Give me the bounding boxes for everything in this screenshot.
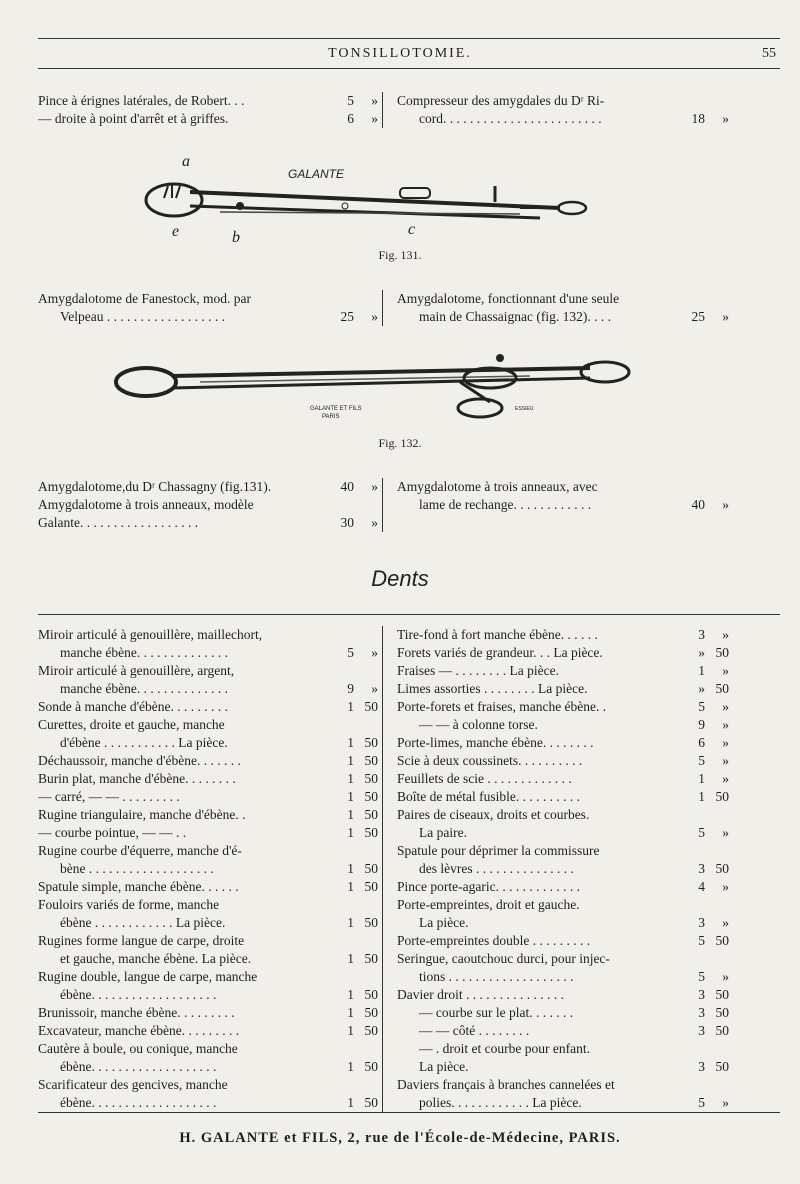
figure-letter: e <box>172 223 180 240</box>
price-row: Amygdalotome à trois anneaux, modèle <box>38 497 254 512</box>
price-row: Spatule simple, manche ébène. . . . . . 1 50 <box>38 879 378 894</box>
price-row: Déchaussoir, manche d'ébène. . . . . . . 1 50 <box>38 753 378 768</box>
price-row: manche ébène. . . . . . . . . . . . . . 5 » <box>60 645 378 660</box>
price-row: Brunissoir, manche ébène. . . . . . . . . 1 50 <box>38 1005 378 1020</box>
price-row: Rugine triangulaire, manche d'ébène. . 1 50 <box>38 807 378 822</box>
price-row: Miroir articulé à genouillère, argent, <box>38 663 235 678</box>
header-rule <box>38 68 780 69</box>
price-row: Tire-fond à fort manche ébène. . . . . . 3 » <box>397 627 729 642</box>
price-row: Scie à deux coussinets. . . . . . . . . . 5 » <box>397 753 729 768</box>
middle-block-right <box>382 290 729 326</box>
price-row: d'ébène . . . . . . . . . . . La pièce. 1 50 <box>60 735 378 750</box>
section-rule <box>38 614 780 615</box>
price-row: Curettes, droite et gauche, manche <box>38 717 225 732</box>
price-row: Amygdalotome à trois anneaux, avec <box>397 479 598 494</box>
price-row: — droite à point d'arrêt et à griffes. 6 » <box>38 111 378 126</box>
price-row: Miroir articulé à genouillère, maillechort, <box>38 627 263 642</box>
dents-block <box>38 626 729 1112</box>
footer-address: H. GALANTE et FILS, 2, rue de l'École-de-Médecine, PARIS. <box>179 1130 621 1146</box>
price-row: — — côté . . . . . . . . 3 50 <box>419 1023 729 1038</box>
price-row: — carré, — — . . . . . . . . . 1 50 <box>38 789 378 804</box>
price-row: ébène. . . . . . . . . . . . . . . . . . . 1 50 <box>60 1095 378 1110</box>
lower-block-right <box>382 478 729 532</box>
price-row: ébène . . . . . . . . . . . . La pièce. 1 50 <box>60 915 378 930</box>
price-row: et gauche, manche ébène. La pièce. 1 50 <box>60 951 378 966</box>
price-row: Limes assorties . . . . . . . . La pièce. » 50 <box>397 681 729 696</box>
middle-block <box>38 290 729 326</box>
price-row: Rugine double, langue de carpe, manche <box>38 969 258 984</box>
price-row: Fraises — . . . . . . . . La pièce. 1 » <box>397 663 729 678</box>
price-row: Compresseur des amygdales du Dʳ Ri- <box>397 93 605 108</box>
engraved-city-label: PARIS <box>322 414 340 420</box>
middle-block-left <box>38 290 382 326</box>
price-row: La pièce. 3 » <box>419 915 729 930</box>
price-row: Porte-empreintes double . . . . . . . . . 5 50 <box>397 933 729 948</box>
price-row: — . droit et courbe pour enfant. <box>419 1041 590 1056</box>
price-row: ébène. . . . . . . . . . . . . . . . . . . 1 50 <box>60 1059 378 1074</box>
price-row: Burin plat, manche d'ébène. . . . . . . . 1 50 <box>38 771 378 786</box>
price-row: La paire. 5 » <box>419 825 729 840</box>
price-row: Amygdalotome de Fanestock, mod. par <box>38 291 251 306</box>
price-row: Rugine courbe d'équerre, manche d'é- <box>38 843 242 858</box>
price-row: — courbe pointue, — — . . 1 50 <box>38 825 378 840</box>
price-row: Amygdalotome,du Dʳ Chassagny (fig.131). 40 » <box>38 479 378 494</box>
price-row: Scarificateur des gencives, manche <box>38 1077 228 1092</box>
figure-letter: a <box>182 153 190 170</box>
price-row: Seringue, caoutchouc durci, pour injec- <box>397 951 610 966</box>
price-row: — courbe sur le plat. . . . . . . 3 50 <box>419 1005 729 1020</box>
price-row: Boîte de métal fusible. . . . . . . . . . 1 50 <box>397 789 729 804</box>
price-row: Paires de ciseaux, droits et courbes. <box>397 807 590 822</box>
figure-132 <box>110 350 640 434</box>
price-row: Porte-empreintes, droit et gauche. <box>397 897 580 912</box>
page-number: 55 <box>762 46 776 61</box>
price-row: Spatule pour déprimer la commissure <box>397 843 600 858</box>
price-row: des lèvres . . . . . . . . . . . . . . . 3 50 <box>419 861 729 876</box>
price-row: Davier droit . . . . . . . . . . . . . . . 3 50 <box>397 987 729 1002</box>
dents-left-column <box>38 626 382 1112</box>
figure-132-caption: Fig. 132. <box>378 436 422 450</box>
price-row: lame de rechange. . . . . . . . . . . . 40 » <box>419 497 729 512</box>
price-row: — — à colonne torse. 9 » <box>419 717 729 732</box>
price-row: Feuillets de scie . . . . . . . . . . . . . 1 » <box>397 771 729 786</box>
price-row: cord. . . . . . . . . . . . . . . . . . . . . . . . 18 » <box>419 111 729 126</box>
section-title-dents: Dents <box>371 566 429 591</box>
price-row: Daviers français à branches cannelées et <box>397 1077 615 1092</box>
lower-block-left <box>38 478 382 532</box>
figure-letter: b <box>232 229 240 246</box>
price-row: polies. . . . . . . . . . . . La pièce. 5 » <box>419 1095 729 1110</box>
price-row: main de Chassaignac (fig. 132). . . . 25 » <box>419 309 729 324</box>
price-row: Pince à érignes latérales, de Robert. . . 5 » <box>38 93 378 108</box>
figure-131-caption: Fig. 131. <box>378 248 422 262</box>
price-row: Porte-limes, manche ébène. . . . . . . . 6 » <box>397 735 729 750</box>
price-row: Velpeau . . . . . . . . . . . . . . . . . . 25 » <box>60 309 378 324</box>
price-row: manche ébène. . . . . . . . . . . . . . 9 » <box>60 681 378 696</box>
top-block-left <box>38 92 382 128</box>
price-row: bène . . . . . . . . . . . . . . . . . . . 1 50 <box>60 861 378 876</box>
price-row: ébène. . . . . . . . . . . . . . . . . . . 1 50 <box>60 987 378 1002</box>
price-row: Sonde à manche d'ébène. . . . . . . . . 1 50 <box>38 699 378 714</box>
price-row: Fouloirs variés de forme, manche <box>38 897 220 912</box>
price-row: Porte-forets et fraises, manche ébène. . 5 » <box>397 699 729 714</box>
price-row: Rugines forme langue de carpe, droite <box>38 933 245 948</box>
price-row: Amygdalotome, fonctionnant d'une seule <box>397 291 620 306</box>
price-row: Cautère à boule, ou conique, manche <box>38 1041 238 1056</box>
engraved-maker-label: GALANTE <box>288 167 345 181</box>
footer-rule <box>38 1112 780 1113</box>
engraved-maker-label: GALANTE ET FILS <box>310 406 362 412</box>
lower-block <box>38 478 729 532</box>
engraved-side-label: ESSIEU <box>515 406 534 412</box>
running-title: TONSILLOTOMIE. <box>328 46 472 61</box>
price-row: Galante. . . . . . . . . . . . . . . . . . 30 » <box>38 515 378 530</box>
dents-right-column <box>382 626 729 1112</box>
figure-131 <box>140 150 600 254</box>
top-rule <box>38 38 780 39</box>
tonsillotome-illustration <box>140 150 600 250</box>
figure-letter: c <box>408 221 416 238</box>
price-row: Pince porte-agaric. . . . . . . . . . . . . 4 » <box>397 879 729 894</box>
price-row: La pièce. 3 50 <box>419 1059 729 1074</box>
top-block <box>38 92 729 128</box>
price-row: Excavateur, manche ébène. . . . . . . . . 1 50 <box>38 1023 378 1038</box>
top-block-right <box>382 92 729 128</box>
price-row: Forets variés de grandeur. . . La pièce. » 50 <box>397 645 729 660</box>
chassaignac-amygdalotome-illustration <box>110 350 640 430</box>
price-row: tions . . . . . . . . . . . . . . . . . . . 5 » <box>419 969 729 984</box>
